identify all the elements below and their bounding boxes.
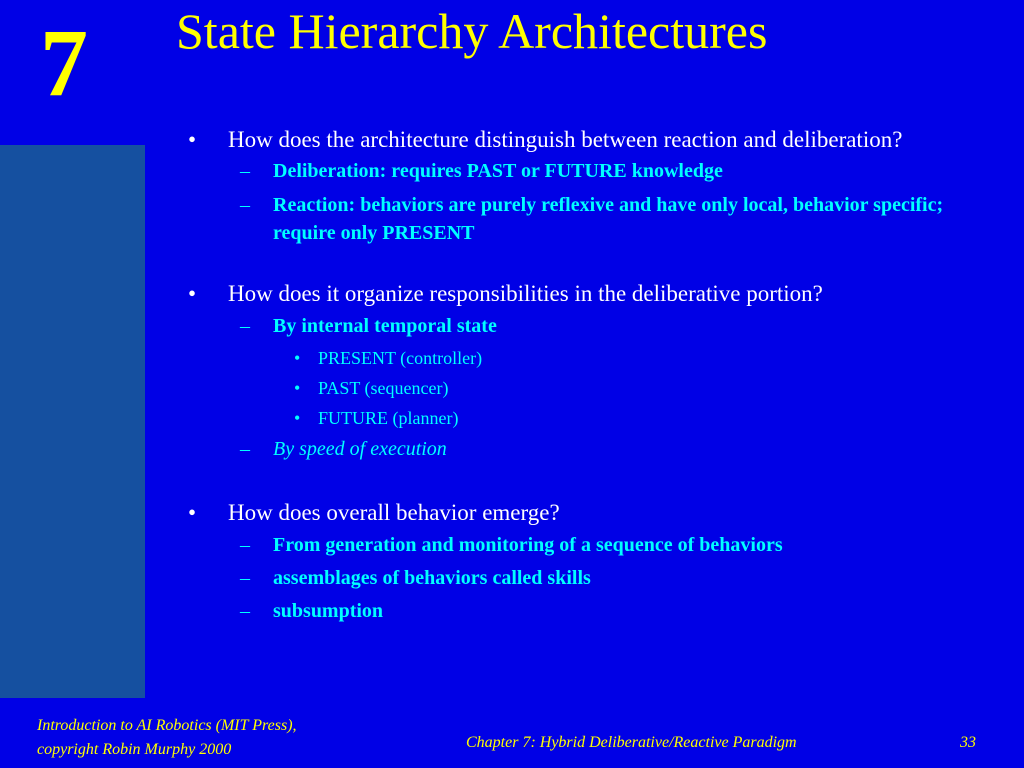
dash-icon: – (240, 600, 250, 622)
sub-sub-bullet-text: FUTURE (planner) (318, 408, 459, 428)
sub-bullet-text: By speed of execution (273, 438, 447, 460)
dash-icon: – (240, 438, 250, 460)
footer-line-1: Introduction to AI Robotics (MIT Press), (37, 717, 297, 734)
bullet-icon: • (188, 281, 197, 306)
sub-bullet-text: subsumption (273, 600, 384, 622)
bullet-text: How does it organize responsibilities in the deliberative portion? (228, 281, 823, 306)
sub-bullet (188, 562, 998, 595)
side-panel (0, 145, 145, 698)
dash-icon: – (240, 567, 250, 589)
dash-icon: – (240, 315, 250, 337)
sub-bullet (188, 191, 998, 247)
sub-sub-bullet-text: PRESENT (controller) (318, 348, 483, 368)
bullet-text: How does overall behavior emerge? (228, 500, 560, 525)
slide-title: State Hierarchy Architectures (176, 3, 768, 59)
sub-sub-bullet (188, 373, 998, 403)
dash-icon: – (240, 534, 250, 556)
bullet-icon: • (188, 127, 197, 152)
bullet-reaction-vs-deliberation (188, 125, 998, 154)
dash-icon: – (240, 194, 250, 216)
bullet-text: How does the architecture distinguish between reaction and deliberation? (228, 127, 903, 152)
sub-bullet (188, 595, 998, 628)
bullet-icon: • (294, 408, 301, 428)
sub-bullet-text: By internal temporal state (273, 315, 497, 337)
bullet-behavior-emergence (188, 498, 998, 527)
page-number: 33 (960, 734, 976, 751)
sub-bullet-text: Reaction: behaviors are purely reflexive and have only local, behavior specific; require only PRESENT (273, 194, 944, 244)
bullet-icon: • (294, 348, 301, 368)
bullet-icon: • (188, 500, 197, 525)
sub-bullet-text: Deliberation: requires PAST or FUTURE knowledge (273, 160, 723, 182)
sub-bullet (188, 433, 998, 466)
bullet-deliberative-organization (188, 279, 998, 308)
sub-bullet-text: assemblages of behaviors called skills (273, 567, 591, 589)
footer-chapter: Chapter 7: Hybrid Deliberative/Reactive Paradigm (466, 734, 797, 751)
sub-sub-bullet (188, 343, 998, 373)
slide-content (188, 125, 998, 628)
footer-copyright (37, 714, 297, 762)
dash-icon: – (240, 160, 250, 182)
sub-sub-bullet (188, 403, 998, 433)
footer-line-2: copyright Robin Murphy 2000 (37, 741, 232, 758)
bullet-icon: • (294, 378, 301, 398)
sub-bullet-text: From generation and monitoring of a sequence of behaviors (273, 534, 783, 556)
sub-bullet (188, 529, 998, 562)
chapter-number: 7 (40, 9, 88, 116)
sub-sub-bullet-text: PAST (sequencer) (318, 378, 449, 398)
sub-bullet (188, 310, 998, 343)
sub-bullet (188, 157, 998, 185)
